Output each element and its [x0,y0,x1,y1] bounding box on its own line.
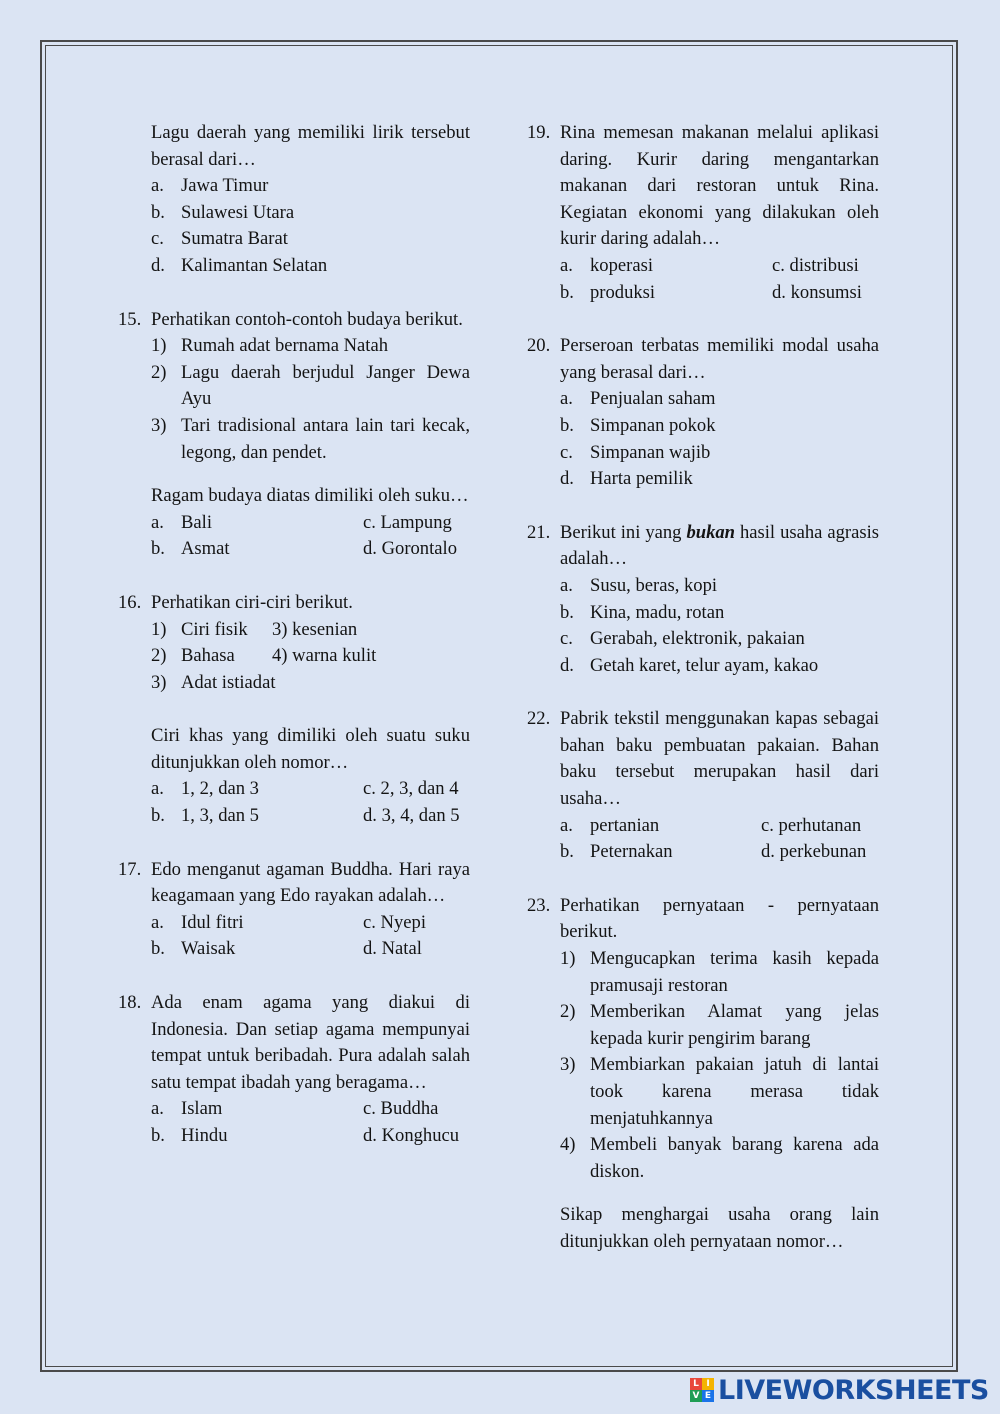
question-prompt: Ciri khas yang dimiliki oleh suatu suku ditunjukkan oleh nomor… [151,725,470,773]
question-stem: Perhatikan pernyataan - pernyataan berikut. [560,894,879,943]
option-a[interactable]: a. Jawa Timur [151,175,269,197]
list-item: 2) Bahasa [151,645,235,667]
emphasis-text: bukan [686,521,736,543]
question-stem: Pabrik tekstil menggunakan kapas sebagai bahan baku pembuatan pakaian. Bahan baku tersebut merupakan hasil dari usaha… [560,708,879,810]
question-prompt: Ragam budaya diatas dimiliki oleh suku… [151,485,469,507]
list-item: 2) Lagu daerah berjudul Janger Dewa Ayu [151,361,470,410]
question-stem: Perseroan terbatas memiliki modal usaha yang berasal dari… [560,335,879,383]
option-b[interactable]: b. Peternakan [560,841,673,863]
question-15 [118,307,470,563]
option-b[interactable]: b. 1, 3, dan 5 [151,805,259,827]
option-c[interactable]: c. Nyepi [363,911,426,933]
question-19 [527,120,879,306]
option-b[interactable]: b. Hindu [151,1125,228,1146]
option-b[interactable]: b. Sulawesi Utara [151,201,295,223]
question-23 [527,893,879,1256]
option-c[interactable]: c. Sumatra Barat [151,228,288,250]
question-number: 22. [527,708,551,730]
option-c[interactable]: c. Lampung [363,511,452,533]
option-d[interactable]: d. konsumsi [772,281,862,303]
question-number: 20. [527,335,551,357]
left-column [118,120,470,1150]
list-item: 4) warna kulit [272,645,377,667]
liveworksheets-logo [690,1372,989,1408]
option-d[interactable]: d. perkebunan [761,841,867,863]
question-stem: Ada enam agama yang diakui di Indonesia. Dan setiap agama mempunyai tempat untuk beribadah. Pura adalah salah satu tempat ibadah yang beragama… [151,992,470,1093]
question-16 [118,590,470,830]
option-a[interactable]: a. koperasi [560,254,653,276]
option-d[interactable]: d. Konghucu [363,1125,460,1146]
option-c[interactable]: c. Buddha [363,1098,439,1120]
option-c[interactable]: c. 2, 3, dan 4 [363,778,459,800]
option-d[interactable]: d. Kalimantan Selatan [151,254,328,276]
option-a[interactable]: a. pertanian [560,814,660,836]
option-b[interactable]: b. Asmat [151,538,230,560]
option-b[interactable]: b. Waisak [151,938,236,960]
option-a[interactable]: a. Penjualan saham [560,388,716,410]
question-14 [118,120,470,280]
option-d[interactable]: d. 3, 4, dan 5 [363,805,460,827]
question-14-stem: Lagu daerah yang memiliki lirik tersebut berasal dari… [151,122,470,170]
option-b[interactable]: b. produksi [560,281,656,303]
option-a[interactable]: a. Susu, beras, kopi [560,574,718,596]
list-item: 3) kesenian [272,618,358,640]
question-stem: Rina memesan makanan melalui aplikasi daring. Kurir daring mengantarkan makanan dari restoran untuk Rina. Kegiatan ekonomi yang dilakukan oleh kurir daring adalah… [560,122,879,250]
question-20 [527,333,879,493]
option-b[interactable]: b. Kina, madu, rotan [560,601,725,623]
question-22 [527,706,879,866]
question-number: 17. [118,858,142,880]
option-d[interactable]: d. Harta pemilik [560,468,693,490]
option-a[interactable]: a. Bali [151,511,212,533]
list-item: 1) Mengucapkan terima kasih kepada pramusaji restoran [560,948,879,996]
option-d[interactable]: d. Gorontalo [363,538,457,560]
list-item: 4) Membeli banyak barang karena ada diskon. [560,1134,879,1182]
question-18 [118,990,470,1150]
question-number: 19. [527,122,551,143]
question-stem: Edo menganut agaman Buddha. Hari raya keagamaan yang Edo rayakan adalah… [151,858,470,907]
question-17 [118,857,470,963]
option-b[interactable]: b. Simpanan pokok [560,414,716,436]
option-c[interactable]: c. Simpanan wajib [560,441,711,463]
question-number: 23. [527,894,551,916]
logo-mark-icon: L I V E [690,1378,714,1402]
option-a[interactable]: a. 1, 2, dan 3 [151,778,259,800]
question-number: 21. [527,521,551,543]
question-21 [527,520,879,680]
question-number: 16. [118,591,142,613]
option-a[interactable]: a. Idul fitri [151,911,244,933]
question-stem: Berikut ini yang bukan hasil usaha agrasis adalah… [560,521,879,570]
list-item: 3) Membiarkan pakaian jatuh di lantai took karena merasa tidak menjatuhkannya [560,1054,879,1129]
list-item: 1) Rumah adat bernama Natah [151,335,389,357]
option-c[interactable]: c. distribusi [772,254,859,276]
list-item: 1) Ciri fisik [151,618,248,640]
option-a[interactable]: a. Islam [151,1098,223,1120]
option-c[interactable]: c. perhutanan [761,814,862,836]
question-number: 15. [118,308,142,330]
list-item: 3) Adat istiadat [151,671,276,693]
question-number: 18. [118,992,142,1014]
list-item: 3) Tari tradisional antara lain tari kecak, legong, dan pendet. [151,414,470,463]
list-item: 2) Memberikan Alamat yang jelas kepada kurir pengirim barang [560,1001,879,1049]
option-d[interactable]: d. Getah karet, telur ayam, kakao [560,654,819,676]
question-prompt: Sikap menghargai usaha orang lain ditunjukkan oleh pernyataan nomor… [560,1204,879,1252]
question-stem: Perhatikan contoh-contoh budaya berikut. [151,308,463,330]
question-stem: Perhatikan ciri-ciri berikut. [151,591,353,613]
option-d[interactable]: d. Natal [363,938,422,960]
logo-text: LIVEWORKSHEETS [718,1374,989,1406]
option-c[interactable]: c. Gerabah, elektronik, pakaian [560,628,805,650]
right-column [527,120,879,1256]
